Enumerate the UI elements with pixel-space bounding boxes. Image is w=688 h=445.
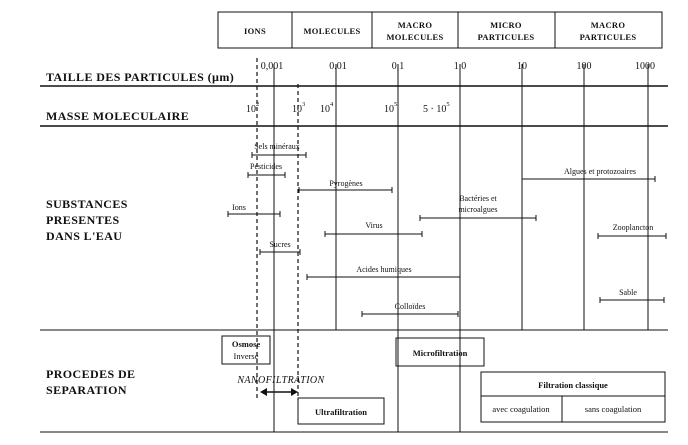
mass-tick-1e4: $10^4$ bbox=[320, 101, 334, 115]
row-label-procedes-2: SEPARATION bbox=[46, 383, 127, 397]
header-macro-particules-1: MACRO bbox=[590, 20, 626, 30]
decade-gridlines bbox=[274, 64, 648, 432]
mass-tick-1e2: $10^2$ bbox=[246, 101, 260, 115]
label-osmose-2: Inverse bbox=[233, 351, 259, 361]
size-tick-1000: 1000 bbox=[635, 61, 655, 72]
mass-tick-labels bbox=[246, 101, 450, 115]
label-avec-coagulation: avec coagulation bbox=[492, 404, 550, 414]
mass-tick-1e5: $10^5$ bbox=[384, 101, 398, 115]
row-label-particle-size: TAILLE DES PARTICULES (µm) bbox=[46, 70, 235, 84]
header-macro-molecules-2: MOLECULES bbox=[386, 32, 444, 42]
label-pyrogenes: Pyrogènes bbox=[329, 179, 363, 188]
header-macro-molecules-1: MACRO bbox=[397, 20, 433, 30]
header-ions: IONS bbox=[244, 26, 266, 36]
label-virus: Virus bbox=[365, 221, 383, 230]
row-label-substances-1: SUBSTANCES bbox=[46, 197, 128, 211]
size-tick-0001: 0,001 bbox=[260, 61, 284, 72]
label-microfiltration: Microfiltration bbox=[412, 348, 468, 358]
size-tick-1: 1.0 bbox=[453, 61, 467, 72]
header-molecules: MOLECULES bbox=[303, 26, 361, 36]
label-colloides: Colloïdes bbox=[394, 302, 426, 311]
row-label-procedes-1: PROCEDES DE bbox=[46, 367, 136, 381]
label-pesticides: Pesticides bbox=[250, 162, 282, 171]
row-label-molecular-mass: MASSE MOLECULAIRE bbox=[46, 109, 190, 123]
label-filtration-classique: Filtration classique bbox=[538, 380, 608, 390]
label-bacteries-1: Bactéries et bbox=[459, 194, 497, 203]
mass-tick-5e5: $5 \cdot 10^5$ bbox=[423, 101, 450, 115]
size-tick-100: 100 bbox=[576, 61, 592, 72]
label-sans-coagulation: sans coagulation bbox=[584, 404, 642, 414]
label-ions: Ions bbox=[232, 203, 246, 212]
label-sels-mineraux: Sels minéraux bbox=[254, 142, 300, 151]
label-nanofiltration: NANOFILTRATION bbox=[237, 375, 325, 386]
size-tick-01: 0,1 bbox=[391, 61, 405, 72]
header-micro-particules-2: PARTICULES bbox=[477, 32, 535, 42]
label-acides-humiques: Acides humiques bbox=[356, 265, 412, 274]
label-algues: Algues et protozoaires bbox=[564, 167, 636, 176]
label-sucres: Sucres bbox=[269, 240, 291, 249]
size-tick-001: 0.01 bbox=[329, 61, 347, 72]
label-bacteries-2: microalgues bbox=[458, 205, 498, 214]
label-ultrafiltration: Ultrafiltration bbox=[315, 407, 367, 417]
size-tick-10: 10 bbox=[517, 61, 527, 72]
separation-processes bbox=[222, 336, 665, 424]
mass-tick-1e3: $10^3$ bbox=[292, 101, 306, 115]
label-sable: Sable bbox=[619, 288, 637, 297]
row-label-substances-3: DANS L'EAU bbox=[46, 229, 123, 243]
header-micro-particules-1: MICRO bbox=[490, 20, 522, 30]
nanofiltration-arrow-right bbox=[291, 388, 298, 396]
row-label-substances-2: PRESENTES bbox=[46, 213, 120, 227]
nanofiltration-arrow-left bbox=[260, 388, 267, 396]
size-tick-labels bbox=[261, 61, 655, 72]
label-osmose-1: Osmose bbox=[231, 339, 261, 349]
substance-ranges bbox=[228, 142, 666, 317]
category-header bbox=[218, 12, 662, 48]
header-frame bbox=[218, 12, 662, 48]
label-zooplancton: Zooplancton bbox=[612, 223, 654, 232]
header-macro-particules-2: PARTICULES bbox=[579, 32, 637, 42]
